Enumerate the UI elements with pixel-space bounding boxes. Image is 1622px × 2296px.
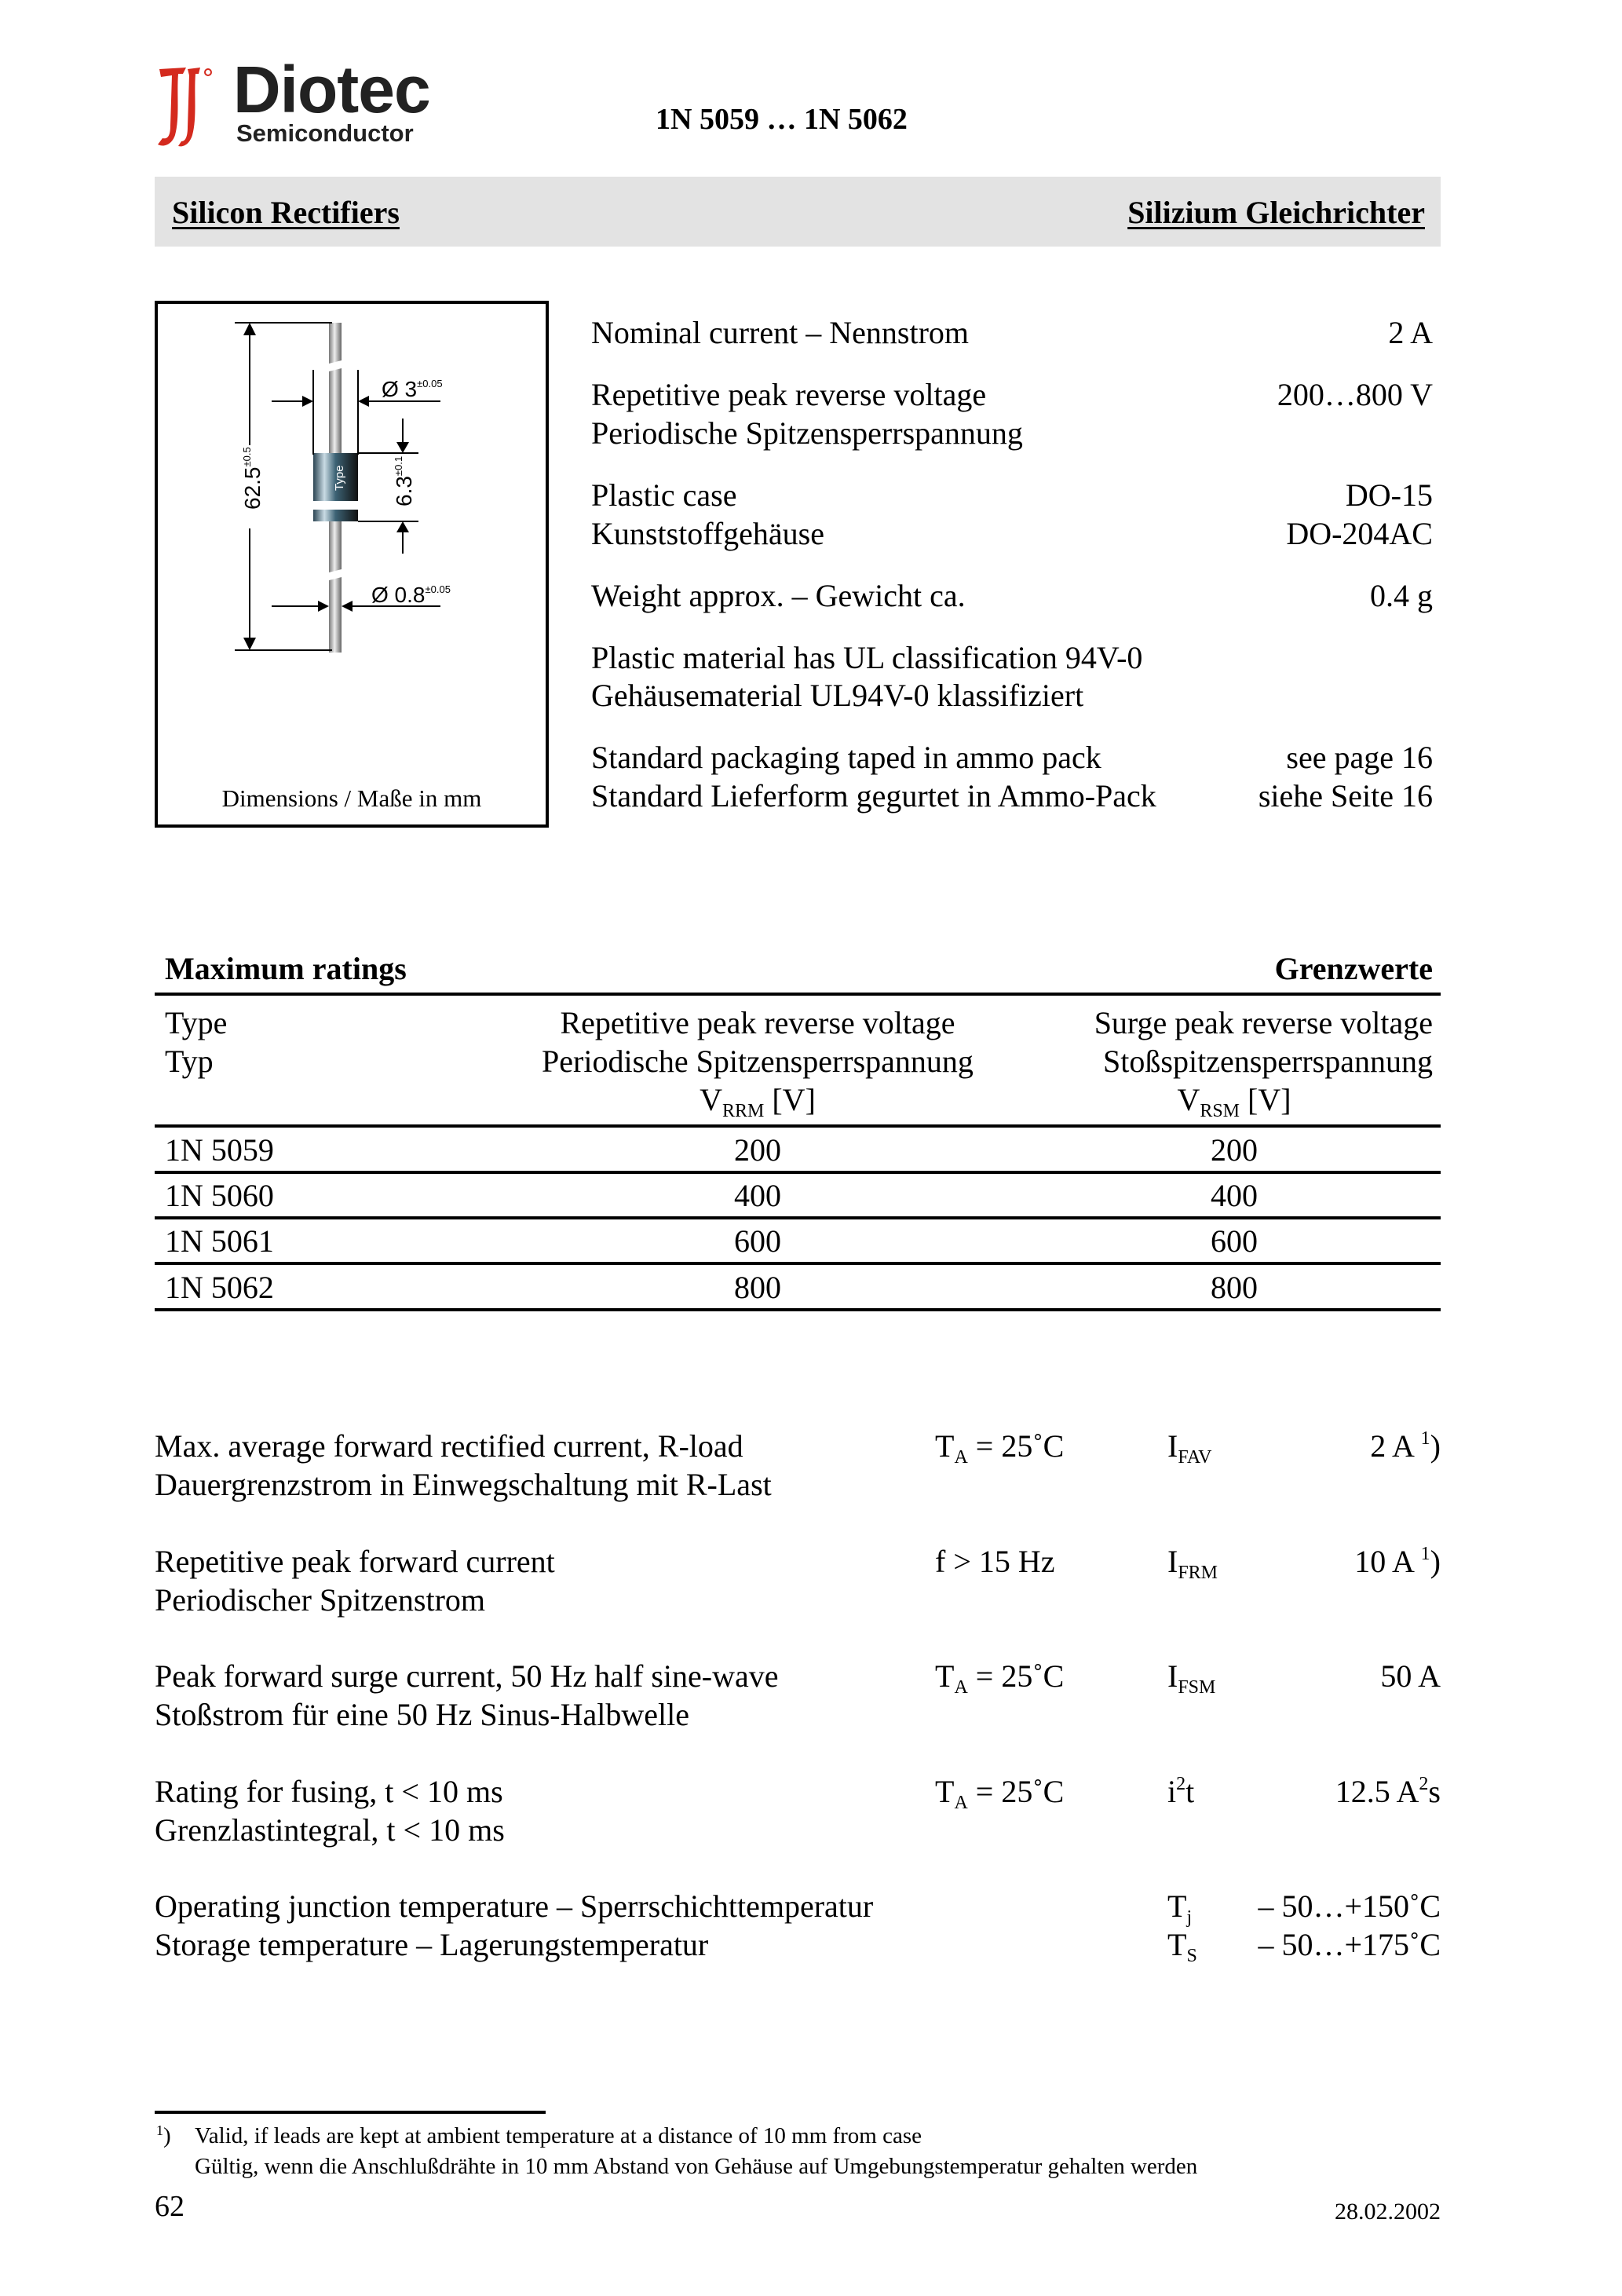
- diode-outline-diagram: [158, 304, 546, 824]
- dimension-drawing: [155, 301, 549, 828]
- char-label-de: Periodischer Spitzenstrom: [155, 1582, 486, 1618]
- logo-brand: Diotec: [233, 53, 430, 126]
- body-diameter-label: Ø $3^{\pm 0.05}$: [382, 377, 443, 401]
- char-symbol: $i^2t$: [1167, 1774, 1195, 1809]
- col-header-type-de: Typ: [165, 1044, 214, 1079]
- col-header-vrrm: Repetitive peak reverse voltage: [560, 1005, 955, 1040]
- temp-label: Storage temperature – Lagerungstemperatur: [155, 1927, 709, 1962]
- spec-value: 0.4 g: [1370, 578, 1433, 613]
- spec-value: DO-15: [1345, 477, 1433, 513]
- spec-label: Repetitive peak reverse voltage: [591, 377, 987, 412]
- body-type-label: Type: [333, 465, 346, 491]
- char-condition: $T_A$ = 25˚C: [935, 1658, 1065, 1698]
- table-rule: [155, 1308, 1441, 1311]
- spec-label: Plastic case: [591, 477, 737, 513]
- char-label: Max. average forward rectified current, R-load: [155, 1428, 743, 1464]
- page-title: 1N 5059 … 1N 5062: [656, 103, 908, 136]
- col-header-vrrm-symbol: $V_{RRM}$ [V]: [700, 1082, 816, 1121]
- char-label-de: Grenzlastintegral, t < 10 ms: [155, 1812, 505, 1848]
- spec-value-link[interactable]: see page 16: [1286, 740, 1433, 775]
- footnote-text-en: Valid, if leads are kept at ambient temperature at a distance of 10 mm from case: [195, 2123, 922, 2148]
- char-label: Repetitive peak forward current: [155, 1544, 555, 1579]
- max-ratings-title: Maximum ratings: [165, 951, 407, 986]
- spec-value-link-de[interactable]: siehe Seite 16: [1258, 778, 1433, 813]
- char-label: Peak forward surge current, 50 Hz half sine-wave: [155, 1658, 779, 1694]
- cell-vrrm: 200: [734, 1132, 781, 1168]
- char-value: 10 A $^1$): [1354, 1544, 1441, 1579]
- char-value: 2 A $^1$): [1370, 1428, 1441, 1464]
- cell-vrsm: 200: [1211, 1132, 1258, 1168]
- spec-label: Plastic material has UL classification 94V-0: [591, 640, 1143, 675]
- length-dim-label: $62.5^{\pm 0.5}$: [240, 447, 265, 510]
- category-banner: [155, 177, 1441, 247]
- table-rule: [155, 1262, 1441, 1265]
- temp-symbol: $T_j$: [1167, 1888, 1193, 1928]
- char-value: 50 A: [1380, 1658, 1441, 1694]
- spec-label-de: Periodische Spitzensperrspannung: [591, 415, 1023, 451]
- temp-symbol: $T_S$: [1167, 1927, 1197, 1966]
- cell-vrrm: 400: [734, 1178, 781, 1213]
- footnote-marker: $^1$): [156, 2122, 171, 2148]
- char-label: Rating for fusing, t < 10 ms: [155, 1774, 503, 1809]
- logo-subtitle: Semiconductor: [236, 119, 414, 147]
- temp-label: Operating junction temperature – Sperrschichttemperatur: [155, 1888, 874, 1924]
- spec-label-de: Standard Lieferform gegurtet in Ammo-Pack: [591, 778, 1156, 813]
- spec-label: Weight approx. – Gewicht ca.: [591, 578, 966, 613]
- footnote-text-de: Gültig, wenn die Anschlußdrähte in 10 mm Abstand von Gehäuse auf Umgebungstemperatur gehalten werden: [195, 2154, 1198, 2179]
- cell-vrrm: 800: [734, 1270, 781, 1305]
- table-rule: [155, 1171, 1441, 1174]
- footnote-ref[interactable]: 1: [1420, 1544, 1430, 1564]
- dimension-caption: Dimensions / Maße in mm: [221, 784, 482, 812]
- char-condition: f > 15 Hz: [935, 1544, 1055, 1579]
- diotec-mark-icon: [155, 63, 233, 149]
- table-rule: [155, 993, 1441, 996]
- temp-value: – 50…+175˚C: [1258, 1927, 1441, 1962]
- char-symbol: $I_{FRM}$: [1167, 1544, 1218, 1583]
- col-header-type: Type: [165, 1005, 228, 1040]
- spec-label-de: Gehäusematerial UL94V-0 klassifiziert: [591, 678, 1084, 713]
- table-rule: [155, 1124, 1441, 1128]
- spec-label: Standard packaging taped in ammo pack: [591, 740, 1101, 775]
- col-header-vrrm-de: Periodische Spitzensperrspannung: [542, 1044, 974, 1079]
- max-ratings-title-de: Grenzwerte: [1274, 951, 1433, 986]
- cell-type: 1N 5060: [165, 1178, 274, 1213]
- char-symbol: $I_{FAV}$: [1167, 1428, 1212, 1468]
- col-header-vrsm: Surge peak reverse voltage: [1094, 1005, 1433, 1040]
- footnote-ref[interactable]: 1: [1420, 1428, 1430, 1449]
- cell-vrsm: 400: [1211, 1178, 1258, 1213]
- cell-vrsm: 800: [1211, 1270, 1258, 1305]
- cell-type: 1N 5062: [165, 1270, 274, 1305]
- char-symbol: $I_{FSM}$: [1167, 1658, 1216, 1698]
- temp-value: – 50…+150˚C: [1258, 1888, 1441, 1924]
- char-value: 12.5 $A^2s$: [1335, 1774, 1441, 1809]
- footnote-rule: [155, 2111, 546, 2114]
- col-header-vrsm-de: Stoßspitzensperrspannung: [1103, 1044, 1433, 1079]
- spec-label: Nominal current – Nennstrom: [591, 315, 969, 350]
- char-condition: $T_A$ = 25˚C: [935, 1428, 1065, 1468]
- spec-value: 2 A: [1388, 315, 1433, 350]
- char-condition: $T_A$ = 25˚C: [935, 1774, 1065, 1813]
- cell-type: 1N 5061: [165, 1223, 274, 1259]
- char-label-de: Dauergrenzstrom in Einwegschaltung mit R-Last: [155, 1467, 772, 1502]
- cell-vrsm: 600: [1211, 1223, 1258, 1259]
- char-label-de: Stoßstrom für eine 50 Hz Sinus-Halbwelle: [155, 1697, 689, 1732]
- spec-value-de: DO-204AC: [1286, 516, 1433, 551]
- cell-type: 1N 5059: [165, 1132, 274, 1168]
- spec-label-de: Kunststoffgehäuse: [591, 516, 824, 551]
- body-length-label: $6.3^{\pm 0.1}$: [392, 455, 416, 506]
- table-rule: [155, 1216, 1441, 1219]
- banner-title-en: Silicon Rectifiers: [172, 195, 400, 230]
- banner-title-de: Silizium Gleichrichter: [1127, 195, 1425, 230]
- lead-diameter-label: Ø $0.8^{\pm 0.05}$: [371, 583, 451, 607]
- diotec-logo: [155, 53, 437, 149]
- col-header-vrsm-symbol: $V_{RSM}$ [V]: [1177, 1082, 1291, 1121]
- cell-vrrm: 600: [734, 1223, 781, 1259]
- page-number: 62: [155, 2190, 184, 2223]
- document-date: 28.02.2002: [1335, 2199, 1441, 2225]
- spec-value: 200…800 V: [1277, 377, 1433, 412]
